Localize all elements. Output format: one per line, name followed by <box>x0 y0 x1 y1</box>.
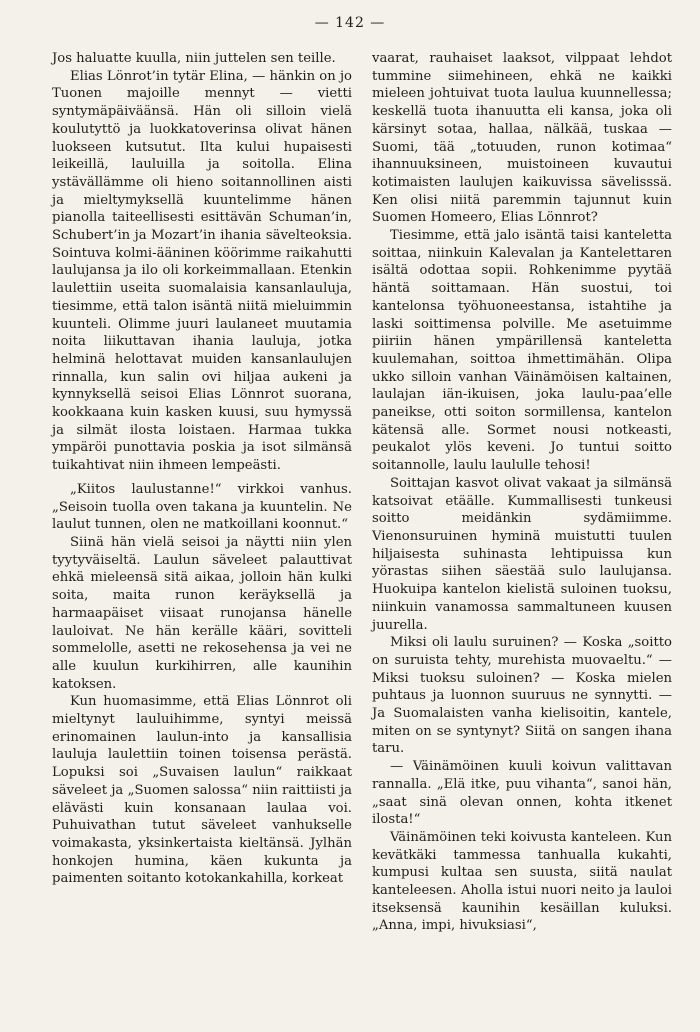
paragraph: Jos haluatte kuulla, niin juttelen sen teille. <box>52 51 336 66</box>
paragraph: — Väinämöinen kuuli koivun valittavan rannalla. „Elä itke, puu vihanta“, sanoi hän, „saat sinä olevan onnen, kohta itkenet ilosta!“ <box>372 759 672 828</box>
paragraph: Elias Lönrot’in tytär Elina, — hänkin on jo Tuonen majoille mennyt — vietti syntymäpäiväänsä. Hän oli silloin vielä koulutyttö ja luokkatoverinsa olivat hänen luokseen kutsutut. Ilta kului hupaisesti leikeillä, lauluilla ja soitolla. Elina ystävällämme oli hieno soitannollinen aisti ja mieltymyksellä kuuntelimme hänen pianolla taiteellisesti esittävän Schuman’in, Schubert’in ja Mozart’in ihania sävelteoksia. Sointuva kolmi-ääninen köörimme raikahutti laulujansa ja ilo oli korkeimmallaan. Etenkin laulettiin useita suomalaisia kansanlauluja, tiesimme, että talon isäntä niitä mieluimmin kuunteli. Olimme juuri laulaneet muutamia noita liikuttavan ihania lauluja, jotka helminä helottavat muiden kansanlaulujen rinnalla, kun salin ovi hiljaa aukeni ja kynnyksellä seisoi Elias Lönnrot suorana, kookkaana kuin kasken kuusi, suu hymyssä ja silmät ilosta loistaen. Harmaa tukka ympäröi punottavia poskia ja isot silmänsä tuikahtivat niin ihmeen lempeästi. <box>52 68 352 474</box>
right-column <box>372 50 672 935</box>
left-column <box>52 50 352 888</box>
paragraph: „Kiitos laulustanne!“ virkkoi vanhus. „Seisoin tuolla oven takana ja kuuntelin. Ne laulut tunnen, olen ne matkoillani koonnut.“ <box>52 481 352 533</box>
paragraph: Soittajan kasvot olivat vakaat ja silmänsä katsoivat etäälle. Kummallisesti tunkeusi soitto meidänkin sydämiimme. Vienonsuruinen hyminä muistutti tuulen hiljaisesta suhinasta lehtipuissa kun yörastas siihen säestää sulo laulujansa. Huokuipa kantelon kielistä suloinen tuoksu, niinkuin vanamossa sammaltuneen kuusen juurella. <box>372 475 672 633</box>
page-number: — 142 — <box>314 15 386 31</box>
paragraph: Miksi oli laulu suruinen? — Koska „soitto on suruista tehty, murehista muovaeltu.“ — Miksi tuoksu suloinen? — Koska mielen puhtaus ja luonnon suuruus ne synnytti. — Ja Suomalaisten vanha kielisoitin, kantele, miten on se syntynyt? Siitä on sangen ihana taru. <box>372 635 672 757</box>
paragraph: vaarat, rauhaiset laaksot, vilppaat lehdot tummine siimehineen, ehkä ne kaikki mieleen johtuivat tuota laulua kuunnellessa; keskellä tuota ihanuutta eli kansa, joka oli kärsinyt sotaa, hallaa, nälkää, tuskaa — Suomi, tää „totuuden, runon kotimaa“ ihannuuksineen, muistoineen kuvautui kotimaisten laulujen kaikuvissa sävelisssä. Ken olisi niitä paremmin tajunnut kuin Suomen Homeero, Elias Lönnrot? <box>372 51 672 226</box>
paragraph: Tiesimme, että jalo isäntä taisi kanteletta soittaa, niinkuin Kalevalan ja Kantelettaren isältä odottaa sopii. Rohkenimme pyytää häntä soittamaan. Hän suostui, toi kantelonsa työhuoneestansa, istahtihe ja laski soittimensa polville. Me asetuimme piiriin hänen ympärillensä kanteletta kuulemahan, soittoa ihmettimähän. Olipa ukko silloin vanhan Väinämöisen kaltainen, laulajan iän-ikuisen, joka laulu-paa’elle paneikse, otti soiton sormillensa, kantelon kätensä alle. Sormet nousi notkeasti, peukalot ylös keveni. Jo tuntui soitto soitannolle, laulu laululle tehosi! <box>372 228 672 474</box>
paragraph: Kun huomasimme, että Elias Lönnrot oli mieltynyt lauluihimme, syntyi meissä erinomainen laulun-into ja kansallisia lauluja laulettiin toinen toisensa perästä. Lopuksi soi „Suvaisen laulun“ raikkaat säveleet ja „Suomen salossa“ niin raittiisti ja elävästi kuin konsanaan laulaa voi. Puhuivathan tutut säveleet vanhukselle voimakasta, yksinkertaista kieltänsä. Jylhän honkojen humina, käen kukunta ja paimenten soitanto kotokankahilla, korkeat <box>52 694 352 887</box>
paragraph: Siinä hän vielä seisoi ja näytti niin ylen tyytyväiseltä. Laulun säveleet palauttivat ehkä mieleensä sitä aikaa, jolloin hän kulki soita, maita runon keräyksellä ja harmaapäiset viisaat runojansa hänelle lauloivat. Ne hän kerälle kääri, sovitteli sommelolle, asetti ne rekosehensa ja vei ne alle kuulun kurkihirren, alle kaunihin katoksen. <box>52 534 352 692</box>
paragraph: Väinämöinen teki koivusta kanteleen. Kun kevätkäki tammessa tanhualla kukahti, kumpusi kultaa sen suusta, siitä naulat kanteleesen. Aholla istui nuori neito ja lauloi itseksensä kaunihin kesäillan kuluksi. „Anna, impi, hivuksiasi“, <box>372 829 672 934</box>
